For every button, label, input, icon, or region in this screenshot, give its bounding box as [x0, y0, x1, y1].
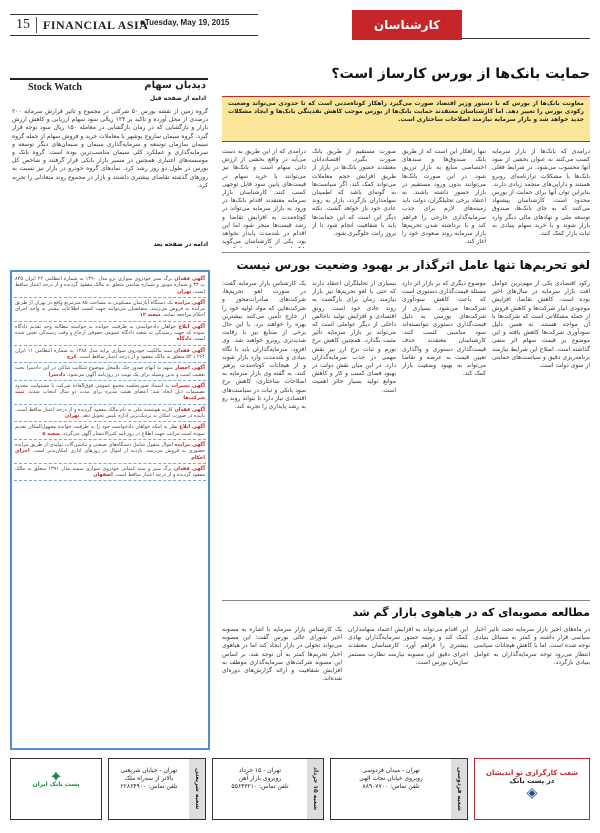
postbank-brand: پست بانک ایران — [32, 781, 80, 788]
legal-notice — [14, 274, 206, 298]
notice-tag: کرج — [66, 353, 77, 360]
article1-col-4: درآمدی که بانک‌ها از بازار سرمایه کسب می‌کنند به عنوان بخشی از سود آنها محسوب می‌شود. در شرایط فعلی بانک‌ها با مشکلات ترازنامه‌ای روبرو هستند و دارایی‌های منجمد زیادی دارند. بنابراین توان آنها برای حمایت از بورس محدود است. کارشناسان پیشنهاد می‌کنند که به جای بانک‌ها، صندوق توسعه ملی و نهادهای مالی دیگر وارد بازار شوند و با خرید سهام بنیادی به ثبات بازار کمک کنند. — [492, 148, 590, 238]
notice-tag: دادگاه — [176, 336, 192, 343]
notice-tag: اجرای احکام — [15, 448, 205, 461]
notice-text: برگ سبز و سند کمپانی خودروی سواری سمند مدل ۱۳۹۱ متعلق به مالک مفقود گردیده و از درجه اعتبار ساقط است. — [15, 465, 205, 479]
notice-tag: تهران — [65, 413, 80, 420]
legal-notice — [14, 363, 206, 381]
notice-tag: دادسرا — [48, 371, 66, 378]
stock-watch-title-en: Stock Watch — [28, 82, 82, 93]
article3-col-3: در ماه‌های اخیر بازار سرمایه تحت تأثیر اخبار سیاسی قرار داشته و کمتر به مسائل بنیادی توجه شده است. اما با کاهش هیجانات سیاسی انتظار می‌رود توجه سرمایه‌گذاران به عوامل بنیادی بازگردد. — [474, 626, 590, 666]
branch-line: تهران - ۱۵ خرداد — [238, 767, 282, 774]
branch-line: بالاتر از سه‌راه ملک — [124, 775, 174, 782]
notice-heading: آگهی ابلاغ — [179, 424, 206, 431]
article1-col-2: صورت مستقیم از طریق بانک صورت بگیرد. اقتصاددانان معتقدند حضور بانک‌ها در بازار از طریق افزایش حجم معاملات می‌تواند کمک کند. اگر سیاست‌ها به گونه‌ای باشد که اطمینان سهامداران بازگردد، بازار به روند عادی خود باز خواهد گشت. نکته دیگر این است که این حمایت‌ها باید با شفافیت انجام شود تا از بروز رانت جلوگیری شود. — [312, 148, 396, 238]
notice-tag: شعبه ۱۲ — [139, 312, 161, 319]
legal-notice — [14, 298, 206, 322]
article3-title: مطالعه مصوبه‌ای که در هیاهوی بازار گم شد — [352, 606, 590, 619]
article1-col-3: تنها راهکار این است که از طریق بانک صندوق‌ها و سبدهای اختصاصی منابع به بازار تزریق شود. در این صورت بانک‌ها می‌توانند بدون ورود مستقیم در بازار حضور داشته باشند. به اعتقاد برخی تحلیلگران، دولت باید زمینه‌های لازم برای جذب سرمایه‌گذاری خارجی را فراهم کند و با برداشته شدن تحریم‌ها بازار سرمایه روند صعودی خود را آغاز کند. — [402, 148, 486, 246]
legal-notice — [14, 346, 206, 364]
branch-line: روبروی خیابان نجات الهی — [359, 775, 423, 782]
notice-text: متهم به اتهام صدور چک بلامحل موضوع شکایت شاکی در این دادسرا تحت تعقیب است و بدین وسیله برای یک نوبت در روزنامه آگهی می‌شود. — [15, 365, 205, 378]
notice-tag: تهران — [177, 288, 192, 295]
notice-text: خواهان دادخواستی به طرفیت خوانده به خواسته مطالبه وجه تقدیم دادگاه نموده که جهت رسیدگی به شعبه دادگاه عمومی حقوقی ارجاع و وقت رسیدگی تعیین شده است. — [15, 323, 205, 343]
postbank-logo-ad — [10, 758, 102, 820]
notice-heading: آگهی احضار — [174, 365, 205, 372]
legal-notice — [14, 405, 206, 423]
legal-notice — [14, 381, 206, 405]
article1-col-1: درآمدی که از این طریق به دست می‌آید در واقع بخشی از ارزش ذاتی سهام است و بانک‌ها نیز می‌توانند با خرید سهام در قیمت‌های پایین سود قابل توجهی کسب کنند. کارشناسان بازار سرمایه معتقدند اقدام بانک‌ها در ورود به بازار سرمایه می‌تواند در کوتاه‌مدت به افزایش تقاضا و رشد قیمت‌ها منجر شود اما این اقدام در بلندمدت پایدار نخواهد بود. یکی از کارشناسان می‌گوید — [222, 148, 306, 246]
branch-line: تلفن تماس: ۲۲۸۶۴۹۰۰ — [120, 783, 178, 790]
legal-notice — [14, 464, 206, 482]
brokerage-ad-title: شعب کارگزاری نو اندیشان — [486, 769, 578, 777]
notice-heading: آگهی مزایده — [174, 299, 205, 306]
branch-line: تلفن تماس: ۸۸۹۰۷۷۰۰ — [362, 783, 420, 790]
postbank-logo-icon: ✦ — [49, 767, 63, 786]
branch-line: تلفن تماس: ۵۵۶۴۳۲۱۰ — [231, 783, 289, 790]
stock-watch-body: گروه زمین از نقشه بورس ۵۰ شرکتی در مجموع و تاثیر قرارش سرمایه ۲۰۰ درصدی از محل آورده و تاکید بر ۱۲۴ ریالی سود سهام ارزیابی و کاهش ارزش بازار و بازگشایی که در زمان بازگشایی در معامله ۱۵۰ ریال سود توجه قرار گیرد. گروه سیمان ساروج بوشهر با معاملات خرید و فروش سهام از جمله گروه سیمان سازمان توسعه و سرمایه‌گذاری سیمان و سیمان‌های دیگر توسعه و سرمایه‌گذاری و عملکرد کلی سیمان مناسب‌ترین بوده است. گروه بانک و موسسه‌های اعتباری همچنین در مسیر بازار بانکی قرار گرفتند و شاخص کل بورس در طول دو روز رشد کرد. نمادهای گروه خودرو در بازار نیز نسبت به روزهای گذشته تقاضای بیشتری داشتند و بازار در مجموع روند متعادلی را تجربه کرد. — [12, 108, 208, 189]
brokerage-ad — [474, 758, 590, 820]
publication-name: FINANCIAL ASIA — [43, 17, 149, 32]
article2-col-2: بسیاری از تحلیلگران اعتقاد دارند که حتی با لغو تحریم‌ها نیز بازار نیازمند زمان برای بازگشت به روند عادی خود است. رونق اقتصادی و افزایش تولید ناخالص داخلی از دیگر عواملی است که می‌تواند بر بازار سرمایه تأثیر مثبت بگذارد. همچنین کاهش نرخ تورم و ثبات نرخ ارز نیز نقش مهمی در جذب سرمایه‌گذاران دارد. در این میان نقش دولت در بهبود فضای کسب و کار و کاهش موانع تولید بسیار حائز اهمیت است. — [312, 280, 396, 394]
article2-col-4: رکود اقتصادی یکی از مهم‌ترین عوامل افت بازار سرمایه در سال‌های اخیر بوده است. کاهش تقاضا، افزایش موجودی انبار شرکت‌ها و کاهش فروش از جمله مشکلاتی است که شرکت‌ها با آن مواجه هستند. به همین دلیل سودآوری شرکت‌ها کاهش یافته و این موضوع بر قیمت سهام اثر منفی گذاشته است. اصلاح این شرایط نیازمند برنامه‌ریزی دقیق و سیاست‌های حمایتی از سوی دولت است. — [492, 280, 590, 370]
branch-ad-side: شعبه ۱۵ خرداد — [307, 759, 323, 819]
branch-ad-2 — [212, 758, 324, 820]
notice-heading: آگهی فقدان — [174, 347, 206, 354]
header-rule — [462, 38, 590, 39]
notice-heading: آگهی فقدان — [174, 276, 206, 282]
notice-heading: آگهی فقدان — [173, 465, 206, 472]
article3-col-2: این اقدام می‌تواند به افزایش اعتماد سهامداران کمک کند و زمینه حضور سرمایه‌گذاران نهادی بیشتری را فراهم آورد. کارشناسان معتقدند اجرای دقیق این مصوبه نیازمند نظارت مستمر سازمان بورس است. — [348, 626, 468, 666]
notice-heading: آگهی مزایده — [174, 441, 206, 448]
brokerage-logo-icon: ◈ — [526, 785, 538, 801]
legal-notices — [10, 270, 210, 750]
stock-watch-continued: ادامه در صفحه بعد — [153, 241, 208, 248]
branch-line: تهران - میدان فردوسی — [362, 767, 420, 774]
notice-list — [14, 274, 206, 481]
notice-text: به استناد صورتجلسه مجمع عمومی فوق‌العاده شرکت با مسئولیت محدود تصمیمات ذیل اتخاذ شد: اعضای هیئت مدیره برای مدت دو سال انتخاب شدند. — [15, 382, 205, 396]
notice-tag: اصفهان — [93, 472, 113, 479]
branch-ad-3 — [330, 758, 468, 820]
article2-col-3: موضوع دیگری که بر بازار اثر دارد مسئله قیمت‌گذاری دستوری است که باعث کاهش سودآوری شرکت‌ها می‌شود. بسیاری از شرکت‌های بورسی به دلیل قیمت‌گذاری دستوری نتوانسته‌اند سود مناسبی کسب کنند. کارشناسان معتقدند حذف قیمت‌گذاری دستوری و واگذاری تعیین قیمت به عرضه و تقاضا می‌تواند به بهبود وضعیت بازار کمک کند. — [402, 280, 486, 378]
legal-notice — [14, 422, 206, 440]
section-tab: کارشناسان — [352, 10, 462, 40]
notice-heading: آگهی فقدان — [174, 406, 206, 413]
article2-col-1: یک کارشناس بازار سرمایه گفت: در صورت لغو تحریم‌ها، شرکت‌های صادرات‌محور و شرکت‌هایی که مواد اولیه خود را از خارج تأمین می‌کنند بیشترین بهره را خواهند برد. با این حال برخی از صنایع نیز با رقابت شدیدتری روبرو خواهند شد. وی افزود: سرمایه‌گذاران باید با نگاه بنیادی و بلندمدت وارد بازار شوند و از هیجانات کوتاه‌مدت پرهیز کنند. به گفته وی بازار سرمایه به اصلاحات ساختاری، کاهش نرخ سود بانکی و ثبات در سیاست‌های اقتصادی نیاز دارد تا بتواند روند رو به رشد پایداری را تجربه کند. — [222, 280, 306, 411]
notice-text: کارت هوشمند ملی به نام مالک مفقود گردیده و از درجه اعتبار ساقط است. یابنده در صورت امکان به نزدیک‌ترین اداره پلیس تحویل دهد. — [15, 406, 205, 420]
page-header — [0, 0, 600, 52]
notice-heading: آگهی ابلاغ — [178, 323, 205, 330]
article3-col-1: یک کارشناس بازار سرمایه با اشاره به مصوبه اخیر شورای عالی بورس گفت: این مصوبه می‌تواند تحولی در بازار ایجاد کند اما در هیاهوی اخبار تحریم‌ها کمتر به آن توجه شد. بر اساس این مصوبه شرکت‌های سرمایه‌گذاری موظف به افزایش شفافیت و ارائه گزارش‌های دوره‌ای شده‌اند. — [222, 626, 342, 683]
notice-tag: ثبت شرکت‌ها — [15, 389, 205, 402]
notice-text: یک دستگاه آپارتمان مسکونی به مساحت ۸۵ مترمربع واقع در تهران از طریق مزایده به فروش می‌رسد. متقاضیان می‌توانند جهت کسب اطلاعات بیشتر به واحد اجرای احکام مراجعه نمایند. — [15, 299, 205, 319]
notice-heading: آگهی تغییرات — [171, 382, 205, 389]
divider — [222, 600, 590, 601]
notice-text: برگ سبز خودروی سواری پژو مدل ۱۳۹۰ به شماره انتظامی ۲۲ ایران ۸۴۵ ب ۳۳ و شماره موتور و شماره شاسی متعلق به مالک مفقود گردیده و از درجه اعتبار ساقط است. — [15, 276, 205, 295]
legal-notice — [14, 440, 206, 464]
notice-text: اموال منقول شامل دستگاه‌های صنعتی و ماشین‌آلات تولیدی از طریق مزایده حضوری به فروش می‌رسد. بازدید از اموال در روزهای اداری امکان‌پذیر است. — [15, 441, 205, 455]
stock-watch-subtitle: ادامه از صفحه قبل — [149, 95, 206, 102]
legal-notice — [14, 322, 206, 346]
article1-title: حمایت بانک‌ها از بورس کارساز است؟ — [331, 66, 590, 82]
article2-title: لغو تحریم‌ها تنها عامل اثرگذار بر بهبود وضعیت بورس نیست — [236, 258, 590, 272]
notice-text: سند مالکیت خودروی سواری پراید مدل ۱۳۸۸ به شماره انتظامی ۱۱ ایران ۲۶۴ د ۵۴ متعلق به مالک مفقود و از درجه اعتبار ساقط است. — [15, 347, 205, 360]
page-number: 15 — [10, 17, 37, 33]
stock-watch-title-fa: دیدبان سهام — [144, 80, 206, 91]
divider — [222, 252, 590, 253]
notice-tag: شعبه ۵ — [42, 430, 60, 437]
branch-ad-1 — [108, 758, 206, 820]
article1-lead: معاونت بانک‌ها از بورس که با دستور وزیر اقتصاد صورت می‌گیرد راهکار کوتاه‌مدتی است که تا حدودی می‌تواند وضعیت رکودی بورس را تغییر دهد. اما کارشناسان معتقدند حمایت بانک‌ها از بورس موجب کاهش نقدینگی بانک‌ها و ایجاد مشکلات جدید خواهد شد و بازار سرمایه نیازمند اصلاحات ساختاری است. — [222, 96, 590, 142]
issue-date: ■Tuesday, May 19, 2015 — [140, 18, 230, 27]
branch-line: تهران - خیابان شریعتی — [120, 767, 178, 774]
notice-text: نظر به اینکه خواهان دادخواست خود را به طرفیت خوانده مجهول‌المکان تقدیم نموده است مراتب جهت اطلاع در روزنامه کثیرالانتشار آگهی می‌گردد. — [15, 424, 205, 437]
branch-ad-side: شعبه فردوسی — [451, 759, 467, 819]
branch-line: روبروی بازار آهن — [238, 775, 282, 782]
brokerage-ad-subtitle: در پست بانک — [509, 777, 555, 785]
branch-ad-side: شعبه شریعتی — [189, 759, 205, 819]
